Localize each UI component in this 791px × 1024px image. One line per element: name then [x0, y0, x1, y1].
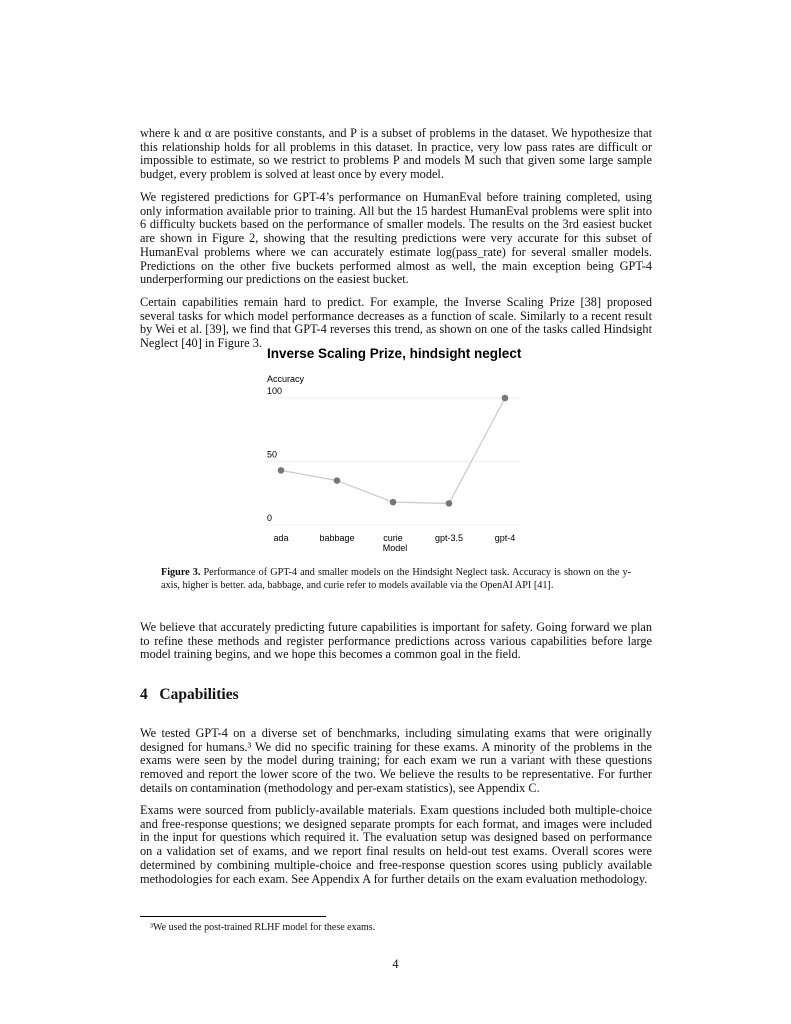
hindsight-neglect-chart: [250, 340, 540, 560]
y-axis-label: Accuracy: [267, 374, 305, 384]
paragraph-benchmarks: We tested GPT-4 on a diverse set of benchmarks, including simulating exams that were originally designed for humans.³ We did no specific training for these exams. A minority of the problems in the exams were seen by the model during training; for each exam we run a variant with these questions removed and report the lower score of the two. We believe the results to be representative. For further details on contamination (methodology and per-exam statistics), see Appendix C.: [140, 726, 652, 795]
chart-title: Inverse Scaling Prize, hindsight neglect: [267, 346, 522, 361]
paragraph-exams: Exams were sourced from publicly-available materials. Exam questions included both multiple-choice and free-response questions; we designed separate prompts for each format, and images were included in the input for questions which required it. The evaluation setup was designed based on performance on a validation set of exams, and we report final results on held-out test exams. Overall scores were determined by combining multiple-choice and free-response question scores using publicly available methodologies for each exam. See Appendix A for further details on the exam evaluation methodology.: [140, 803, 652, 886]
x-tick-label: curie: [383, 533, 403, 543]
data-point-gpt-4: [502, 395, 509, 402]
x-axis-label: Model: [382, 543, 408, 553]
data-point-gpt-3.5: [446, 500, 453, 507]
data-point-babbage: [334, 477, 341, 484]
y-tick-label: 100: [267, 386, 283, 396]
x-tick-label: ada: [273, 533, 289, 543]
y-tick-label: 0: [267, 513, 273, 523]
data-point-ada: [278, 467, 285, 474]
figure-caption: [161, 567, 631, 592]
page-number: 4: [392, 957, 399, 971]
caption-text: Performance of GPT-4 and smaller models on the Hindsight Neglect task. Accuracy is shown on the y-axis, higher is better. ada, babbage, and curie refer to models available via the OpenAI API [41].: [161, 567, 631, 591]
x-tick-label: gpt-3.5: [434, 533, 464, 543]
paragraph-scaling: where k and α are positive constants, and P is a subset of problems in the dataset. We hypothesize that this relationship holds for all problems in this dataset. In practice, very low pass rates are difficult or impossible to estimate, so we restrict to problems P and models M such that given some large sample budget, every problem is solved at least once by every model.: [140, 126, 652, 182]
section-heading: [140, 688, 239, 702]
caption-label: Figure 3.: [161, 567, 201, 578]
series-line: [281, 398, 505, 503]
footnote-rule: [140, 916, 326, 917]
section-title: Capabilities: [159, 686, 239, 703]
y-tick-label: 50: [267, 449, 278, 460]
paragraph-inverse-scaling: Certain capabilities remain hard to predict. For example, the Inverse Scaling Prize [38] proposed several tasks for which model performance decreases as a function of scale. Similarly to a recent result by Wei et al. [39], we find that GPT-4 reverses this trend, as shown on one of the tasks called Hindsight Neglect [40] in Figure 3.: [140, 295, 652, 351]
paragraph-humaneval: We registered predictions for GPT-4’s performance on HumanEval before training completed, using only information available prior to training. All but the 15 hardest HumanEval problems were split into 6 difficulty buckets based on the performance of smaller models. The results on the 3rd easiest bucket are shown in Figure 2, showing that the resulting predictions were very accurate for this subset of HumanEval problems where we can accurately estimate log(pass_rate) for several smaller models. Predictions on the other five buckets performed almost as well, the main exception being GPT-4 underperforming our predictions on the easiest bucket.: [140, 190, 652, 287]
footnote: ³We used the post-trained RLHF model for these exams.: [150, 922, 376, 933]
x-tick-label: gpt-4: [494, 533, 516, 543]
x-tick-label: babbage: [319, 533, 355, 543]
data-point-curie: [390, 499, 397, 506]
section-number: 4: [140, 686, 148, 703]
paragraph-safety: We believe that accurately predicting future capabilities is important for safety. Going forward we plan to refine these methods and register performance predictions across various capabilities before large model training begins, and we hope this becomes a common goal in the field.: [140, 620, 652, 662]
